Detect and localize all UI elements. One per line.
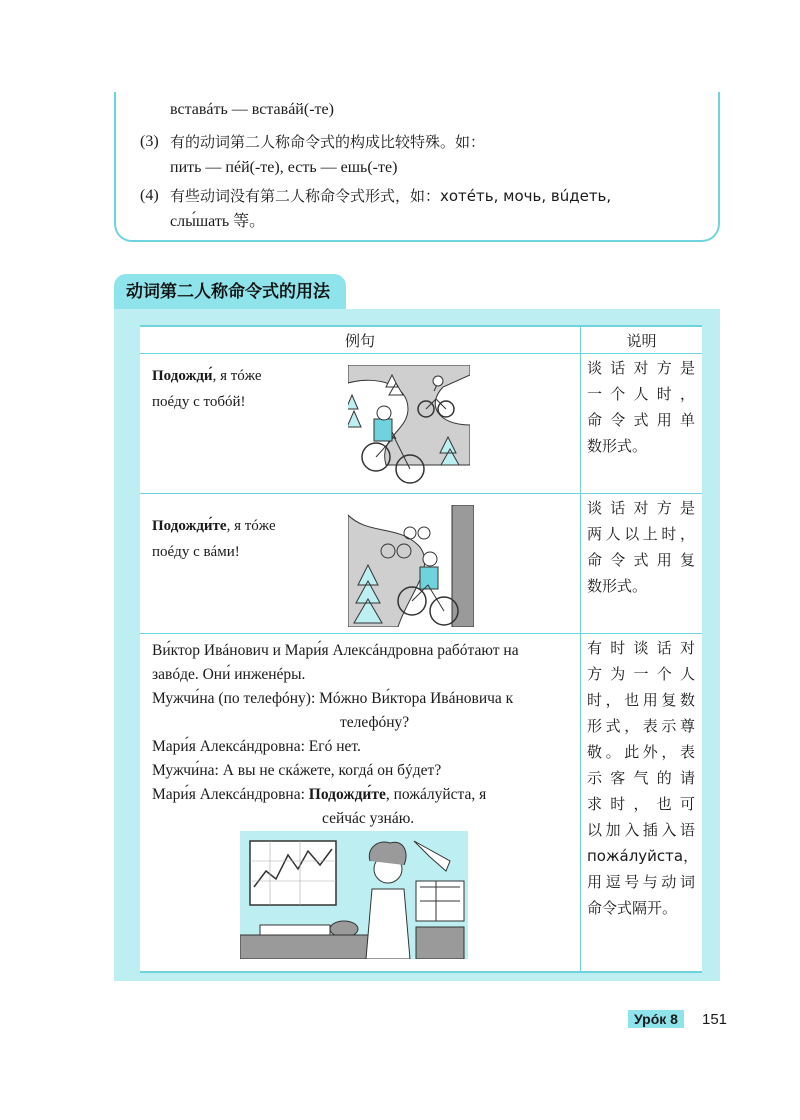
- row2-explanation-line-4: 数形式。: [587, 577, 648, 595]
- note-item-4-continuation: слы́шать 等。: [170, 213, 266, 230]
- row-divider-1: [140, 493, 702, 494]
- dialog-line-6: Мужчи́на: А вы не скáжете, когдá он бýдет?: [152, 762, 442, 779]
- dialog-line-4: телефóну?: [340, 714, 410, 731]
- note-item-4-number: (4): [140, 187, 159, 204]
- header-divider: [140, 353, 702, 354]
- dialog-line-8: сейчáс узнáю.: [322, 810, 415, 827]
- row3-explanation-line-8: 以加入插入语: [587, 821, 695, 839]
- row1-explanation-line-2: 一个人时，: [587, 385, 695, 403]
- column-divider: [580, 327, 581, 971]
- page-number: 151: [702, 1011, 728, 1028]
- dialog-line-7-rest: , пожáлуйста, я: [385, 786, 487, 803]
- row2-explanation-line-3: 命令式用复: [587, 551, 695, 569]
- dialog-imperative: Подожди́те: [308, 786, 386, 803]
- lesson-label: Урóк 8: [628, 1010, 684, 1028]
- row1-explanation-line-1: 谈话对方是: [587, 359, 695, 377]
- cyclists-group-illustration: [348, 505, 474, 627]
- row1-explanation-line-4: 数形式。: [587, 437, 648, 455]
- note-item-4-text: 有些动词没有第二人称命令式形式，如：хотéть, мочь, вúдеть,: [170, 187, 612, 205]
- row1-explanation-line-3: 命令式用单: [587, 411, 695, 429]
- row2-explanation-line-2: 两人以上时，: [587, 525, 695, 543]
- row-divider-2: [140, 633, 702, 634]
- row3-explanation-line-9: пожáлуйста，: [587, 847, 699, 865]
- section-title: 动词第二人称命令式的用法: [114, 274, 346, 310]
- row3-explanation-line-11: 命令式隔开。: [587, 899, 678, 917]
- row3-explanation-line-7: 求时，也可: [587, 795, 695, 813]
- cyclists-waiting-illustration: [348, 365, 470, 485]
- row3-explanation-line-5: 敬。此外，表: [587, 743, 695, 761]
- dialog-line-5: Мари́я Алексáндровна: Егó нет.: [152, 738, 361, 755]
- row1-example-line2: поéду с тобóй!: [152, 394, 246, 410]
- note-item-3-text: 有的动词第二人称命令式的构成比较特殊。如：: [170, 133, 486, 151]
- header-example: 例句: [344, 332, 375, 350]
- office-phone-illustration: [240, 831, 468, 959]
- row3-explanation-line-3: 时，也用复数: [587, 691, 695, 709]
- dialog-line-2: завóде. Они́ инженéры.: [152, 666, 306, 683]
- row1-imperative: Подожди́: [152, 368, 213, 384]
- row3-explanation-line-6: 示客气的请: [587, 769, 695, 787]
- row2-example: [152, 513, 276, 565]
- row3-explanation-line-2: 方为一个人: [587, 665, 695, 683]
- row1-example: [152, 363, 262, 415]
- note-item-3-examples: пить — пéй(-те), есть — ешь(-те): [170, 159, 398, 176]
- note-line-1: вставáть — вставáй(-те): [170, 101, 334, 118]
- header-explanation: 说明: [626, 332, 657, 350]
- row1-example-rest: , я тóже: [212, 368, 262, 384]
- dialog-line-1: Ви́ктор Ивáнович и Мари́я Алексáндровна рабóтают на: [152, 642, 519, 659]
- row3-explanation-line-4: 形式，表示尊: [587, 717, 695, 735]
- dialog-speaker: Мари́я Алексáндровна:: [152, 786, 309, 803]
- row2-explanation-line-1: 谈话对方是: [587, 499, 695, 517]
- usage-table: [140, 325, 702, 973]
- dialog-line-7: [152, 783, 486, 807]
- row3-explanation-line-1: 有时谈话对: [587, 639, 695, 657]
- row2-imperative: Подожди́те: [152, 518, 227, 534]
- row2-example-line2: поéду с вáми!: [152, 544, 240, 560]
- row3-explanation-line-10: 用逗号与动词: [587, 873, 695, 891]
- dialog-line-3: Мужчи́на (по телефóну): Мóжно Ви́ктора Ивáновича к: [152, 690, 514, 707]
- row2-example-rest: , я тóже: [226, 518, 276, 534]
- note-item-3-number: (3): [140, 133, 159, 150]
